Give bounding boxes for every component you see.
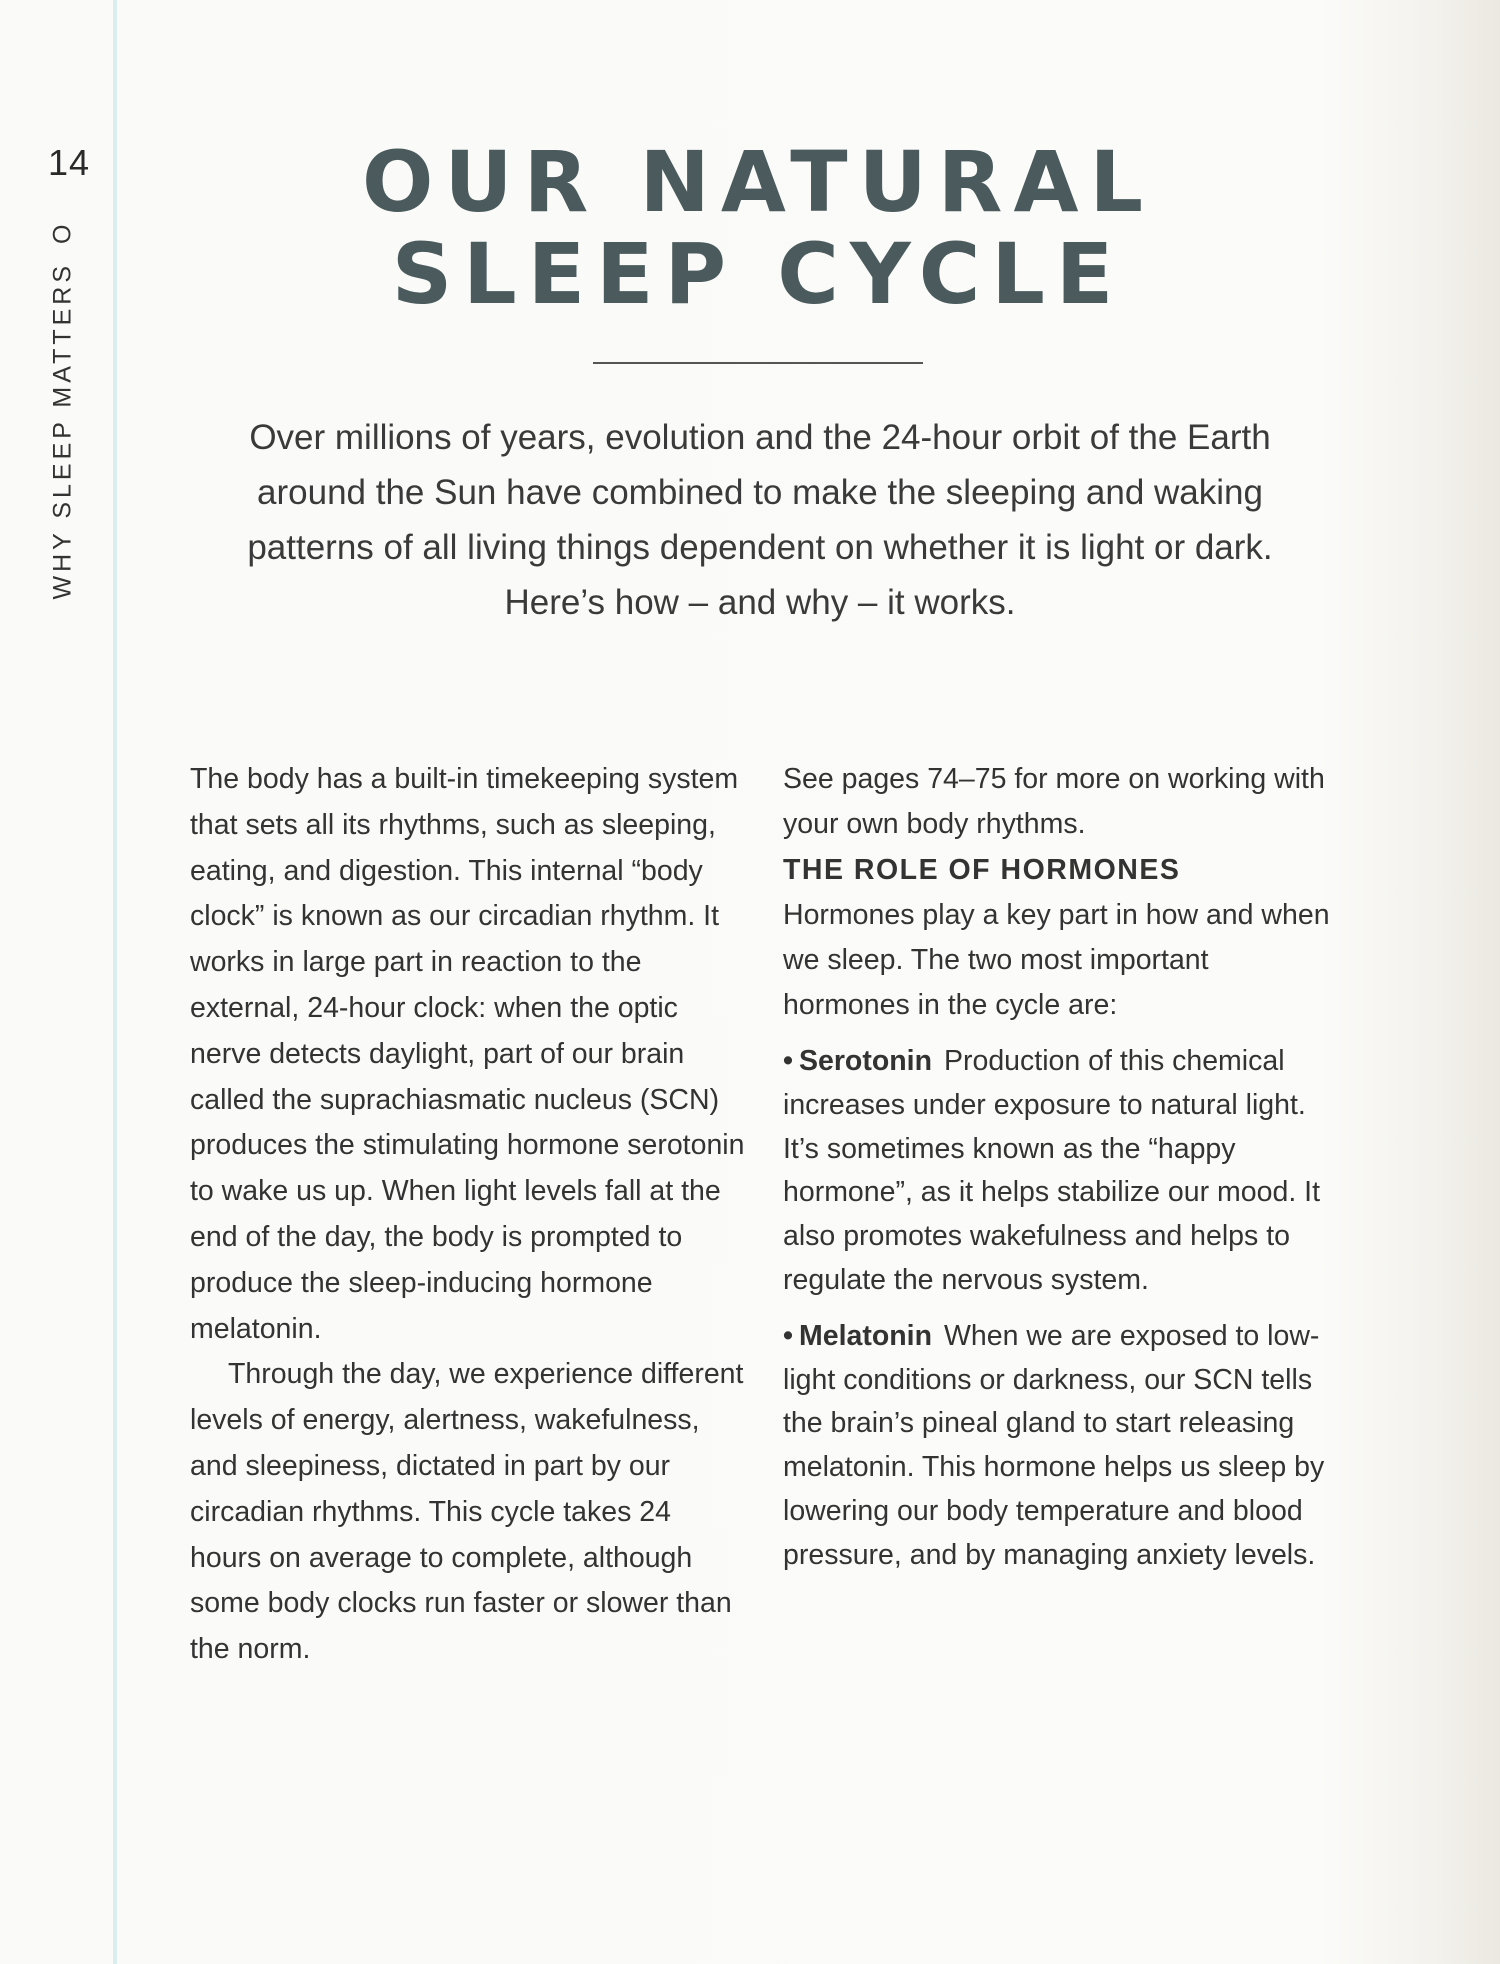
bullet-term: Serotonin [798,1045,932,1077]
running-head-marker: O [48,224,77,244]
cross-reference: See pages 74–75 for more on working with your own body rhythms. [783,763,1325,840]
body-paragraph-2: Through the day, we experience different levels of energy, alertness, wakefulness, and sleepiness, dictated in part by our circadian rhythms. This cycle takes 24 hours on average to complete, although some body clocks run faster or slower than the norm. [190,1358,744,1666]
title-line-1: OUR NATURAL [361,133,1155,231]
bullet-text: Production of this chemical increases under exposure to natural light. It’s sometimes known as the “happy hormone”, as it helps stabilize our mood. It also promotes wakefulness and helps to regulate the nervous system. [783,1045,1321,1296]
bullet-melatonin [783,1315,1343,1578]
left-column [190,757,750,1673]
section-intro: Hormones play a key part in how and when we sleep. The two most important hormones in the cycle are: [783,899,1330,1021]
section-heading: THE ROLE OF HORMONES [783,854,1181,886]
intro-paragraph: Over millions of years, evolution and the 24-hour orbit of the Earth around the Sun have combined to make the sleeping and waking patterns of all living things dependent on whether it is light or dark. Here’s how – and why – it works. [247,418,1273,622]
title-divider [593,362,923,364]
page-number: 14 [48,142,91,183]
title-line-2: SLEEP CYCLE [391,225,1125,323]
right-column [783,757,1343,1578]
bullet-text: When we are exposed to low-light conditions or darkness, our SCN tells the brain’s pineal gland to start releasing melatonin. This hormone helps us sleep by lowering our body temperature and blood pressure, and by managing anxiety levels. [783,1319,1325,1571]
bullet-icon: • [783,1045,793,1077]
body-paragraph-1: The body has a built-in timekeeping system that sets all its rhythms, such as sleeping, eating, and digestion. This internal “body clock” is known as our circadian rhythm. It works in large part in reaction to the external, 24-hour clock: when the optic nerve detects daylight, part of our brain called the suprachiasmatic nucleus (SCN) produces the stimulating hormone serotonin to wake us up. When light levels fall at the end of the day, the body is prompted to produce the sleep-inducing hormone melatonin. [190,763,745,1345]
running-head-text: WHY SLEEP MATTERS [48,261,77,600]
bullet-icon: • [783,1319,793,1352]
bullet-term: Melatonin [798,1319,932,1352]
bullet-serotonin [783,1040,1343,1303]
